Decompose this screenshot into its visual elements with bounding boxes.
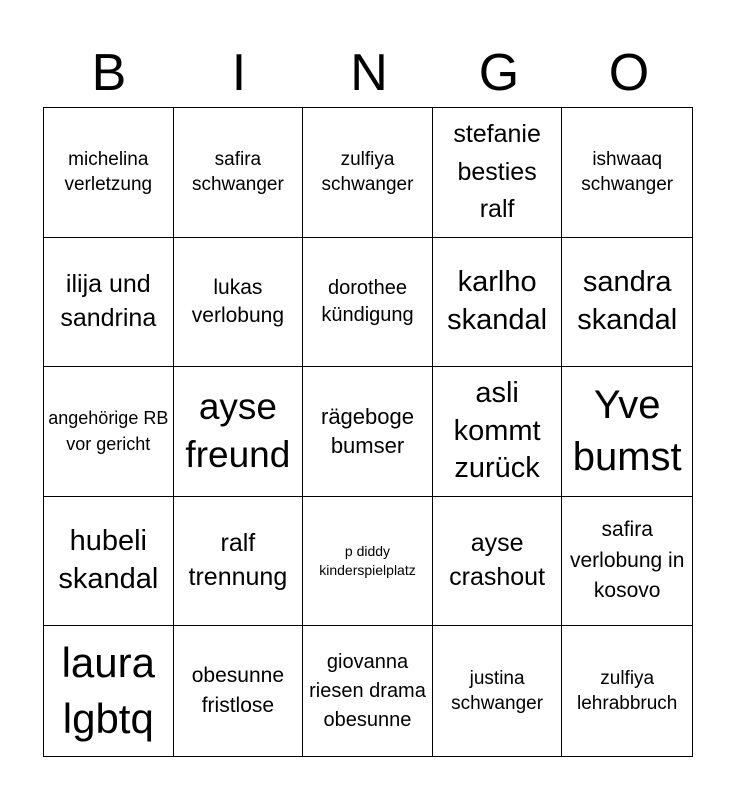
bingo-cell[interactable] (433, 238, 563, 368)
bingo-cell[interactable] (44, 626, 174, 756)
bingo-cell[interactable] (44, 108, 174, 238)
cell-text: dorothee kündigung (321, 276, 414, 326)
cell-text: Yve bumst (572, 383, 682, 480)
bingo-cell[interactable] (433, 497, 563, 627)
cell-text: stefanie besties ralf (453, 120, 541, 224)
cell-text: safira verlobung in kosovo (569, 518, 685, 603)
bingo-cell[interactable] (433, 367, 563, 497)
cell-text: justina schwanger (451, 667, 544, 715)
header-letter-i: I (231, 44, 247, 102)
header-letter-g: G (478, 44, 520, 102)
bingo-cell[interactable] (562, 367, 692, 497)
header-letter-n: N (350, 44, 388, 102)
bingo-cell[interactable] (174, 108, 304, 238)
cell-text: p diddy kinderspielplatz (319, 542, 416, 579)
cell-text: hubeli skandal (58, 525, 159, 596)
cell-text: rägeboge bumser (321, 403, 414, 459)
cell-text: giovanna riesen drama obesunne (309, 650, 426, 731)
cell-text: ayse crashout (449, 529, 546, 592)
bingo-cell[interactable] (303, 367, 433, 497)
cell-text: obesunne fristlose (191, 663, 285, 718)
cell-text: lukas verlobung (191, 275, 284, 327)
cell-text: asli kommt zurück (453, 376, 541, 485)
header-letter-b: B (91, 44, 127, 102)
bingo-grid (43, 107, 693, 757)
cell-text: karlho skandal (447, 266, 548, 336)
cell-text: angehörige RB vor gericht (48, 408, 169, 455)
cell-text: zulfiya lehrabbruch (577, 667, 678, 715)
cell-text: sandra skandal (577, 266, 678, 336)
bingo-cell[interactable] (433, 626, 563, 756)
bingo-cell[interactable] (433, 108, 563, 238)
bingo-cell[interactable] (44, 367, 174, 497)
bingo-cell[interactable] (562, 497, 692, 627)
bingo-cell[interactable] (562, 238, 692, 368)
bingo-cell[interactable] (174, 367, 304, 497)
bingo-cell[interactable] (303, 497, 433, 627)
header-letter-o: O (608, 44, 650, 102)
cell-text: ayse freund (185, 386, 291, 476)
bingo-header (44, 38, 694, 108)
cell-text: michelina verletzung (64, 148, 153, 196)
cell-text: ilija und sandrina (60, 270, 157, 332)
bingo-cell[interactable] (174, 626, 304, 756)
cell-text: safira schwanger (191, 148, 284, 196)
cell-text: laura lgbtq (61, 638, 155, 743)
bingo-cell[interactable] (303, 626, 433, 756)
cell-text: ralf trennung (188, 529, 288, 592)
cell-text: zulfiya schwanger (321, 148, 414, 196)
bingo-cell[interactable] (44, 497, 174, 627)
bingo-cell[interactable] (174, 497, 304, 627)
bingo-cell[interactable] (303, 108, 433, 238)
cell-text: ishwaaq schwanger (581, 148, 674, 196)
bingo-cell[interactable] (174, 238, 304, 368)
bingo-cell[interactable] (303, 238, 433, 368)
bingo-cell[interactable] (562, 108, 692, 238)
bingo-cell[interactable] (562, 626, 692, 756)
bingo-cell[interactable] (44, 238, 174, 368)
